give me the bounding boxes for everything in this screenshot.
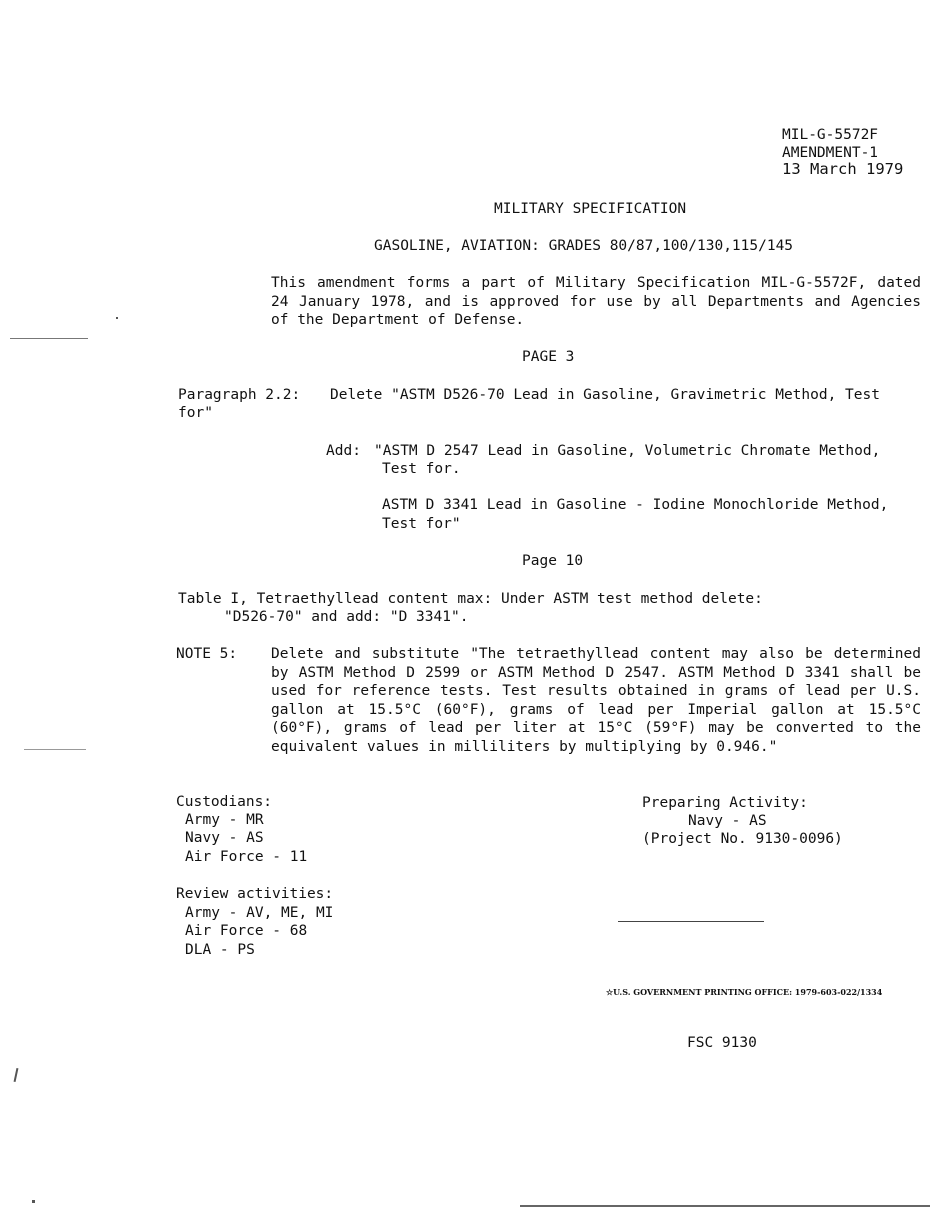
- add-item2-line2: Test for": [382, 516, 461, 532]
- document-subject-title: GASOLINE, AVIATION: GRADES 80/87,100/130,115/145: [374, 238, 794, 254]
- custodian-air-force: Air Force - 11: [185, 849, 308, 865]
- scan-mark: [14, 1068, 19, 1082]
- page-10-heading: Page 10: [522, 553, 584, 569]
- scan-speck: [116, 317, 118, 319]
- separator-line: [618, 921, 764, 922]
- review-air-force: Air Force - 68: [185, 923, 308, 939]
- note-label: NOTE 5:: [176, 646, 238, 662]
- intro-paragraph: This amendment forms a part of Military Specification MIL-G-5572F, dated 24 January 1978, and is approved for use by all Departments and Agencies of the Department of Defense.: [271, 275, 921, 328]
- delete-text-line2: for": [178, 405, 213, 421]
- document-type-title: MILITARY SPECIFICATION: [494, 201, 687, 217]
- fsc-code: FSC 9130: [687, 1035, 757, 1051]
- note-text: Delete and substitute "The tetraethyllead content may also be determined by ASTM Method D 2599 or ASTM Method D 2547. ASTM Method D 3341 shall be used for reference tests. Test results obtained in grams of lead per U.S. gallon at 15.5°C (60°F), grams of lead per Imperial gallon at 15.5°C (60°F), grams of lead per liter at 15°C (59°F) may be converted to the equivalent values in milliliters by multiplying by 0.946.": [271, 646, 921, 755]
- table-change-line2: "D526-70" and add: "D 3341".: [224, 609, 469, 625]
- delete-text-line1: Delete "ASTM D526-70 Lead in Gasoline, Gravimetric Method, Test: [330, 387, 880, 403]
- preparing-activity: Navy - AS: [688, 813, 767, 829]
- amendment-number: AMENDMENT-1: [782, 145, 879, 161]
- review-dla: DLA - PS: [185, 942, 255, 958]
- review-heading: Review activities:: [176, 886, 334, 902]
- page-3-heading: PAGE 3: [522, 349, 575, 365]
- amendment-date: 13 March 1979: [782, 160, 904, 178]
- review-army: Army - AV, ME, MI: [185, 905, 334, 921]
- add-item1-line1: "ASTM D 2547 Lead in Gasoline, Volumetric Chromate Method,: [374, 443, 881, 459]
- paragraph-label: Paragraph 2.2:: [178, 387, 301, 403]
- custodians-heading: Custodians:: [176, 794, 273, 810]
- add-item1-line2: Test for.: [382, 461, 461, 477]
- custodian-army: Army - MR: [185, 812, 264, 828]
- preparing-activity-heading: Preparing Activity:: [642, 795, 808, 811]
- scan-speck: [32, 1200, 35, 1203]
- scan-artifact-bottom: [520, 1205, 930, 1207]
- custodian-navy: Navy - AS: [185, 830, 264, 846]
- gpo-imprint: ☆U.S. GOVERNMENT PRINTING OFFICE: 1979-603-022/1334: [606, 987, 883, 997]
- table-change-line1: Table I, Tetraethyllead content max: Under ASTM test method delete:: [178, 591, 763, 607]
- add-item2-line1: ASTM D 3341 Lead in Gasoline - Iodine Monochloride Method,: [382, 497, 889, 513]
- spec-number: MIL-G-5572F: [782, 127, 879, 143]
- project-number: (Project No. 9130-0096): [642, 831, 843, 847]
- add-label: Add:: [326, 443, 361, 459]
- scan-artifact-left-2: [24, 749, 86, 750]
- scan-artifact-left-1: [10, 338, 88, 339]
